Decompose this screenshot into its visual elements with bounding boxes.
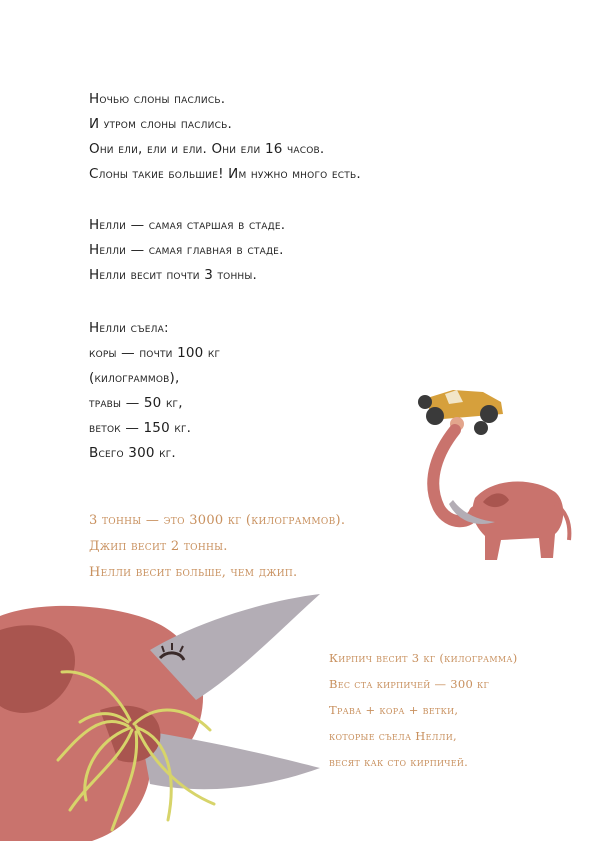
text-block-bricks (329, 645, 518, 775)
text-line: Вес ста кирпичей — 300 кг (329, 677, 490, 691)
text-block-night-grazing (89, 87, 361, 187)
text-line: весят как сто кирпичей. (329, 755, 469, 769)
text-line: И утром слоны паслись. (89, 116, 232, 132)
text-line: травы — 50 кг, (89, 395, 183, 411)
elephant-eating-grass-illustration (0, 590, 330, 841)
text-line: Нелли — самая главная в стаде. (89, 242, 284, 258)
text-line: Трава + кора + ветки, (329, 703, 459, 717)
text-line: веток — 150 кг. (89, 420, 192, 436)
text-block-weight-comparison (89, 508, 345, 586)
text-line: Кирпич весит 3 кг (килограмма) (329, 651, 518, 665)
text-line: (килограммов), (89, 370, 180, 386)
text-line: Нелли — самая старшая в стаде. (89, 217, 286, 233)
text-line: Нелли съела: (89, 320, 169, 336)
text-line: Нелли весит больше, чем джип. (89, 565, 298, 580)
text-line: Нелли весит почти 3 тонны. (89, 267, 258, 283)
text-line: Джип весит 2 тонны. (89, 539, 228, 554)
text-line: коры — почти 100 кг (89, 345, 221, 361)
text-line: Всего 300 кг. (89, 445, 176, 461)
elephant-lifting-jeep-illustration (405, 380, 580, 570)
text-block-nelly-ate (89, 316, 220, 466)
text-line: Они ели, ели и ели. Они ели 16 часов. (89, 141, 325, 157)
text-line: Слоны такие большие! Им нужно много есть. (89, 166, 361, 182)
text-block-nelly-leader (89, 213, 285, 288)
text-line: Ночью слоны паслись. (89, 91, 226, 107)
text-line: которые съела Нелли, (329, 729, 457, 743)
text-line: 3 тонны — это 3000 кг (килограммов). (89, 513, 346, 528)
